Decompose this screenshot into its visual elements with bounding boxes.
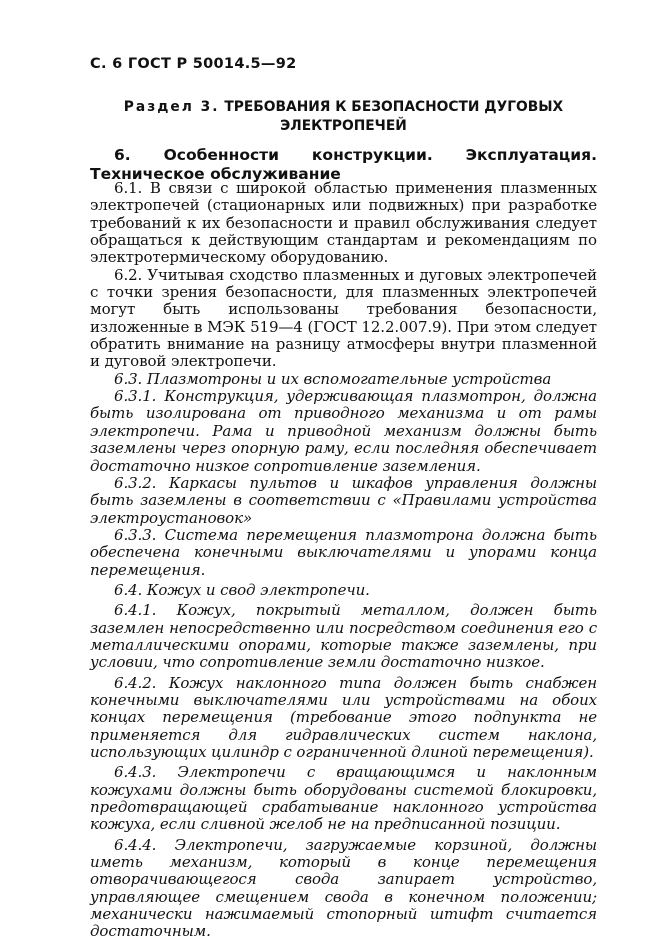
- paragraph-6-1: [90, 180, 597, 267]
- paragraph-6-4: [90, 582, 597, 599]
- paragraph-number: 6.4.1.: [114, 601, 157, 620]
- paragraph-6-4-3: [90, 764, 597, 833]
- paragraph-text: Учитывая сходство плазменных и дуговых электропечей с точки зрения безопасности, для плазменных электропечей могут быть использованы требования безопасности, изложенные в МЭК 519—4 (ГОСТ 12.2.007.9). При этом следует обратить внимание на разницу атмосферы внутри плазменной и дуговой электропечи.: [90, 265, 597, 371]
- paragraph-6-4-1: [90, 602, 597, 671]
- paragraph-number: 6.3.: [114, 369, 143, 388]
- paragraph-6-4-4: [90, 837, 597, 941]
- paragraph-text: Кожух, покрытый металлом, должен быть заземлен непосредственно или посредством соединения его с металлическими опорами, которые также заземлены, при условии, что сопротивление земли достаточно низкое.: [90, 601, 597, 672]
- paragraph-number: 6.1.: [114, 179, 143, 197]
- subsection-number: 6.: [114, 146, 131, 164]
- paragraph-6-3-2: [90, 475, 597, 527]
- paragraph-text: Кожух наклонного типа должен быть снабжен конечными выключателями или устройствами на обоих концах перемещения (требование этого подпункта не применяется для гидравлических систем наклона, использующих цилиндр с ограниченной длиной перемещения).: [90, 673, 597, 761]
- paragraph-6-4-2: [90, 675, 597, 762]
- paragraph-text: Электропечи, загружаемые корзиной, должны иметь механизм, который в конце перемещения отворачивающегося свода запирает устройство, управляющее смещением свода в конечном положении; механически нажимаемый стопорный штифт считается достаточным.: [90, 835, 598, 941]
- page-header: С. 6 ГОСТ Р 50014.5—92: [90, 56, 297, 72]
- paragraph-number: 6.3.3.: [114, 525, 157, 544]
- document-body: [90, 180, 597, 941]
- paragraph-number: 6.4.4.: [114, 835, 157, 854]
- paragraph-6-2: [90, 267, 597, 371]
- section-title-text: ТРЕБОВАНИЯ К БЕЗОПАСНОСТИ ДУГОВЫХ ЭЛЕКТРОПЕЧЕЙ: [224, 99, 564, 134]
- paragraph-number: 6.4.2.: [114, 673, 157, 692]
- paragraph-text: Кожух и свод электропечи.: [146, 580, 370, 599]
- paragraph-text: Система перемещения плазмотрона должна быть обеспечена конечными выключателями и упорами конца перемещения.: [90, 525, 597, 579]
- subsection-title: Особенности конструкции. Эксплуатация. Техническое обслуживание: [90, 146, 597, 183]
- paragraph-6-3-1: [90, 388, 597, 475]
- paragraph-6-3: [90, 371, 597, 388]
- paragraph-text: Электропечи с вращающимся и наклонным кожухами должны быть оборудованы системой блокировки, предотвращающей срабатывание наклонного устройства кожуха, если сливной желоб не на предписанной позиции.: [90, 763, 598, 834]
- paragraph-number: 6.4.: [114, 580, 143, 599]
- paragraph-number: 6.2.: [114, 265, 143, 284]
- paragraph-number: 6.3.2.: [114, 473, 157, 492]
- paragraph-text: Конструкция, удерживающая плазмотрон, должна быть изолирована от приводного механизма и от рамы электропечи. Рама и приводной механизм должны быть заземлены через опорную раму, если последняя обеспечивает достаточно низкое сопротивление заземления.: [90, 387, 598, 475]
- section-title: [90, 98, 597, 136]
- paragraph-text: Каркасы пультов и шкафов управления должны быть заземлены в соответствии с «Правилами устройства электроустановок»: [90, 473, 597, 527]
- paragraph-number: 6.3.1.: [114, 387, 157, 406]
- section-label: Раздел 3.: [123, 99, 220, 115]
- paragraph-6-3-3: [90, 527, 597, 579]
- paragraph-number: 6.4.3.: [114, 763, 157, 782]
- paragraph-text: Плазмотроны и их вспомогательные устройства: [146, 369, 552, 388]
- paragraph-text: В связи с широкой областью применения плазменных электропечей (стационарных или подвижных) при разработке требований к их безопасности и правил обслуживания следует обращаться к действующим стандартам и рекомендациям по электротермическому оборудованию.: [90, 179, 597, 267]
